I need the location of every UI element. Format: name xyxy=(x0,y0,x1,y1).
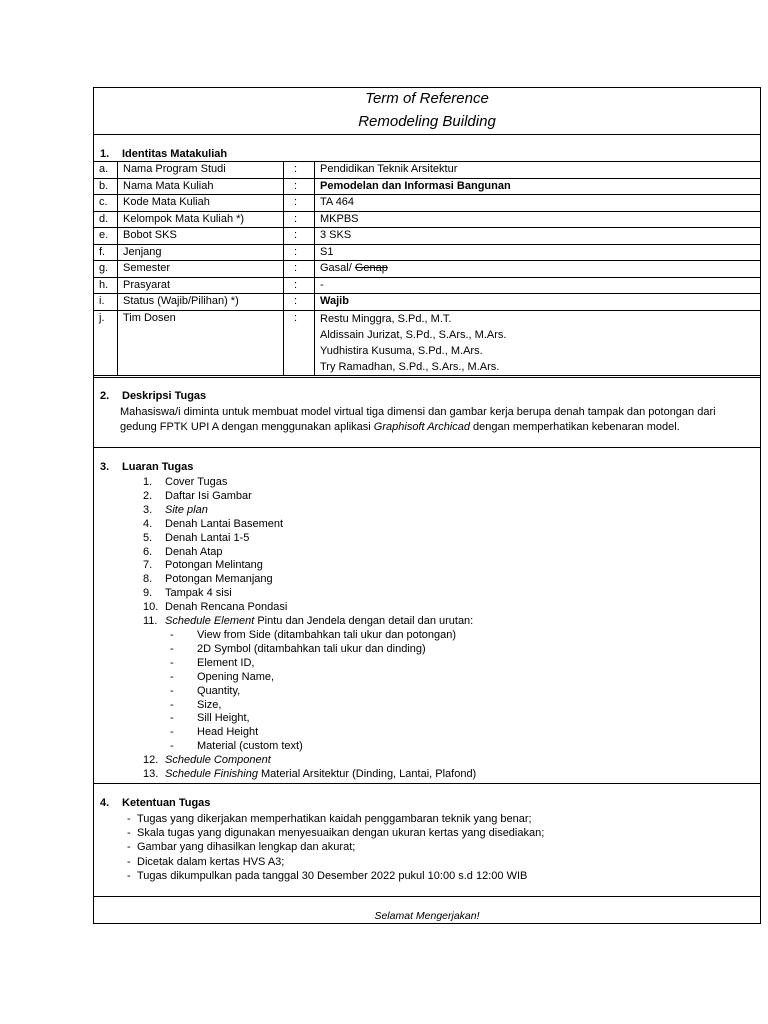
list-item-text: Denah Atap xyxy=(165,545,223,558)
row-colon: : xyxy=(284,211,315,228)
row-value-text: Pendidikan Teknik Arsitektur xyxy=(320,163,458,175)
section1-title: Identitas Matakuliah xyxy=(122,148,228,160)
list-item xyxy=(143,504,473,518)
list-number: 12. xyxy=(143,754,159,766)
row-colon: : xyxy=(284,228,315,245)
sublist-item-text: Material (custom text) xyxy=(197,740,303,753)
list-number: 11. xyxy=(143,615,158,628)
list-number: 1. xyxy=(143,476,153,488)
rule-item-text: Skala tugas yang digunakan menyesuaikan dengan ukuran kertas yang disediakan; xyxy=(137,827,545,840)
row-label: Nama Program Studi xyxy=(118,162,284,179)
list-item xyxy=(143,490,473,504)
list-number: 13. xyxy=(143,767,159,780)
section4-heading xyxy=(100,797,210,809)
row-colon: : xyxy=(284,244,315,261)
output-list-tail xyxy=(143,754,476,782)
dash-bullet: - xyxy=(127,869,131,882)
rule-item-text: Tugas dikumpulkan pada tanggal 30 Desember 2022 pukul 10:00 s.d 12:00 WIB xyxy=(137,869,528,882)
dash-bullet: - xyxy=(170,684,174,697)
row-value xyxy=(315,228,761,245)
dash-bullet: - xyxy=(170,656,174,669)
list-number: 6. xyxy=(143,545,153,558)
list-item-italic: Site plan xyxy=(165,503,208,516)
rule-item xyxy=(127,826,544,840)
document-frame xyxy=(93,87,761,924)
rule-item xyxy=(127,869,544,883)
list-number: 4. xyxy=(143,517,153,530)
row-value-text: Wajib xyxy=(320,295,349,307)
section2-title: Deskripsi Tugas xyxy=(122,390,207,402)
row-letter: d. xyxy=(94,211,118,228)
row-value xyxy=(315,261,761,278)
list-number: 7. xyxy=(143,559,153,572)
lecturer-name: Yudhistira Kusuma, S.Pd., M.Ars. xyxy=(320,344,483,357)
list-item-italic: Schedule Element xyxy=(165,615,255,628)
section2-number: 2. xyxy=(100,390,110,402)
list-number: 5. xyxy=(143,531,153,544)
rule-item xyxy=(127,840,544,854)
section2-heading xyxy=(100,390,206,402)
section3-title: Luaran Tugas xyxy=(122,461,194,473)
section4-number: 4. xyxy=(100,797,110,809)
row-value-text: TA 464 xyxy=(320,196,355,208)
list-item-italic: Schedule Finishing xyxy=(165,767,258,780)
row-value-text: Gasal/ xyxy=(320,262,355,274)
table-row xyxy=(94,277,761,294)
list-item xyxy=(143,587,473,601)
section1-heading xyxy=(100,148,227,160)
row-value xyxy=(315,195,761,212)
table-row xyxy=(94,244,761,261)
row-colon: : xyxy=(284,162,315,179)
divider xyxy=(94,783,760,784)
list-item xyxy=(143,559,473,573)
closing-message: Selamat Mengerjakan! xyxy=(374,910,480,922)
list-item-text: Potongan Melintang xyxy=(165,559,263,572)
row-label: Jenjang xyxy=(118,244,284,261)
list-item xyxy=(143,546,473,560)
row-letter: i. xyxy=(94,294,118,311)
task-description-text-end: dengan memperhatikan kebenaran model. xyxy=(470,421,680,433)
dash-bullet: - xyxy=(127,841,131,854)
sublist-item xyxy=(170,685,456,699)
software-name: Graphisoft Archicad xyxy=(373,421,470,433)
dash-bullet: - xyxy=(170,726,174,739)
sublist-item-text: Sill Height, xyxy=(197,712,250,725)
row-value-text: Pemodelan dan Informasi Bangunan xyxy=(320,179,511,192)
row-label: Kode Mata Kuliah xyxy=(118,195,284,212)
task-description-text: Mahasiswa/i diminta untuk membuat model virtual tiga dimensi dan gambar kerja berupa denah tampak dan potongan dari gedung FPTK UPI A dengan menggunakan aplikasi xyxy=(120,406,716,433)
row-colon: : xyxy=(284,195,315,212)
rule-item-text: Tugas yang dikerjakan memperhatikan kaidah penggambaran teknik yang benar; xyxy=(137,813,532,825)
row-value xyxy=(315,294,761,311)
sublist-item-text: Head Height xyxy=(197,726,259,739)
table-row xyxy=(94,178,761,195)
list-item xyxy=(143,476,473,490)
list-number: 9. xyxy=(143,587,153,600)
sublist-item-text: Size, xyxy=(197,698,222,711)
row-value-text: S1 xyxy=(320,245,334,258)
rule-item xyxy=(127,812,544,826)
table-row xyxy=(94,162,761,179)
row-label: Tim Dosen xyxy=(118,310,284,375)
row-colon: : xyxy=(284,294,315,311)
table-row xyxy=(94,195,761,212)
section1-number: 1. xyxy=(100,148,110,160)
divider xyxy=(94,377,760,378)
sublist-item xyxy=(170,699,456,713)
row-letter: e. xyxy=(94,228,118,245)
sublist-item-text: Quantity, xyxy=(197,684,241,697)
sublist-item xyxy=(170,726,456,740)
list-item xyxy=(143,573,473,587)
list-item-text: Denah Rencana Pondasi xyxy=(165,601,288,614)
row-letter: b. xyxy=(94,178,118,195)
divider xyxy=(94,447,760,448)
doc-title-line2: Remodeling Building xyxy=(358,113,496,130)
sublist-item xyxy=(170,657,456,671)
row-value xyxy=(315,244,761,261)
dash-bullet: - xyxy=(170,670,174,683)
row-value xyxy=(315,162,761,179)
list-item-text: Denah Lantai 1-5 xyxy=(165,531,250,544)
list-item-italic: Schedule Component xyxy=(165,754,271,766)
sublist-item xyxy=(170,629,456,643)
sublist-item-text: View from Side (ditambahkan tali ukur dan potongan) xyxy=(197,629,457,641)
sublist-item-text: 2D Symbol (ditambahkan tali ukur dan dinding) xyxy=(197,642,426,655)
section4-title: Ketentuan Tugas xyxy=(122,797,211,809)
sublist-item xyxy=(170,671,456,685)
task-rules-list xyxy=(127,812,544,883)
row-value xyxy=(315,277,761,294)
sublist-item-text: Element ID, xyxy=(197,656,255,669)
row-label: Kelompok Mata Kuliah *) xyxy=(118,211,284,228)
list-number: 8. xyxy=(143,573,153,586)
sublist-item xyxy=(170,740,456,754)
dash-bullet: - xyxy=(170,629,174,641)
list-number: 3. xyxy=(143,503,153,516)
table-row xyxy=(94,228,761,245)
rule-item-text: Gambar yang dihasilkan lengkap dan akurat; xyxy=(137,841,356,854)
list-item xyxy=(143,518,473,532)
list-item-text: Denah Lantai Basement xyxy=(165,517,284,530)
list-number: 2. xyxy=(143,489,153,502)
task-description xyxy=(120,405,752,435)
dash-bullet: - xyxy=(170,698,174,711)
row-letter: c. xyxy=(94,195,118,212)
lecturer-name: Aldissain Jurizat, S.Pd., S.Ars., M.Ars. xyxy=(320,328,507,341)
list-number: 10. xyxy=(143,601,159,614)
row-value-text: MKPBS xyxy=(320,212,359,225)
section3-number: 3. xyxy=(100,461,110,473)
list-item-text: Potongan Memanjang xyxy=(165,573,273,586)
row-letter: f. xyxy=(94,244,118,261)
divider xyxy=(94,896,760,897)
schedule-element-sublist xyxy=(170,629,456,754)
row-label: Semester xyxy=(118,261,284,278)
table-row xyxy=(94,261,761,278)
dash-bullet: - xyxy=(170,712,174,725)
list-item-text: Cover Tugas xyxy=(165,476,228,488)
list-item-text: Pintu dan Jendela dengan detail dan urutan: xyxy=(254,615,474,628)
row-value xyxy=(315,178,761,195)
list-item xyxy=(143,615,473,629)
table-row xyxy=(94,211,761,228)
list-item-text: Tampak 4 sisi xyxy=(165,587,232,600)
output-list xyxy=(143,476,473,629)
row-colon: : xyxy=(284,310,315,375)
doc-title-line1: Term of Reference xyxy=(365,90,489,107)
row-colon: : xyxy=(284,277,315,294)
rule-item-text: Dicetak dalam kertas HVS A3; xyxy=(137,855,285,868)
row-value xyxy=(315,310,761,375)
sublist-item-text: Opening Name, xyxy=(197,670,275,683)
rule-item xyxy=(127,855,544,869)
divider xyxy=(94,134,760,135)
table-row xyxy=(94,294,761,311)
row-colon: : xyxy=(284,261,315,278)
table-row xyxy=(94,310,761,375)
sublist-item xyxy=(170,643,456,657)
row-value-struck: Genap xyxy=(354,262,388,274)
row-label: Bobot SKS xyxy=(118,228,284,245)
list-item xyxy=(143,768,476,782)
section3-heading xyxy=(100,461,193,473)
row-value xyxy=(315,211,761,228)
dash-bullet: - xyxy=(127,827,131,840)
row-letter: h. xyxy=(94,277,118,294)
list-item xyxy=(143,532,473,546)
list-item-text: Material Arsitektur (Dinding, Lantai, Plafond) xyxy=(257,767,477,780)
row-label: Prasyarat xyxy=(118,277,284,294)
row-value-text: 3 SKS xyxy=(320,229,352,241)
row-label: Status (Wajib/Pilihan) *) xyxy=(118,294,284,311)
list-item xyxy=(143,601,473,615)
lecturer-name: Restu Minggra, S.Pd., M.T. xyxy=(320,312,452,325)
dash-bullet: - xyxy=(170,740,174,753)
row-colon: : xyxy=(284,178,315,195)
row-letter: a. xyxy=(94,162,118,179)
row-letter: j. xyxy=(94,310,118,375)
row-letter: g. xyxy=(94,261,118,278)
row-value-text: - xyxy=(320,278,324,291)
row-label: Nama Mata Kuliah xyxy=(118,178,284,195)
dash-bullet: - xyxy=(127,813,131,825)
list-item xyxy=(143,754,476,768)
identity-table xyxy=(93,161,761,376)
lecturer-name: Try Ramadhan, S.Pd., S.Ars., M.Ars. xyxy=(320,360,500,373)
sublist-item xyxy=(170,712,456,726)
list-item-text: Daftar Isi Gambar xyxy=(165,489,252,502)
dash-bullet: - xyxy=(127,855,131,868)
dash-bullet: - xyxy=(170,642,174,655)
